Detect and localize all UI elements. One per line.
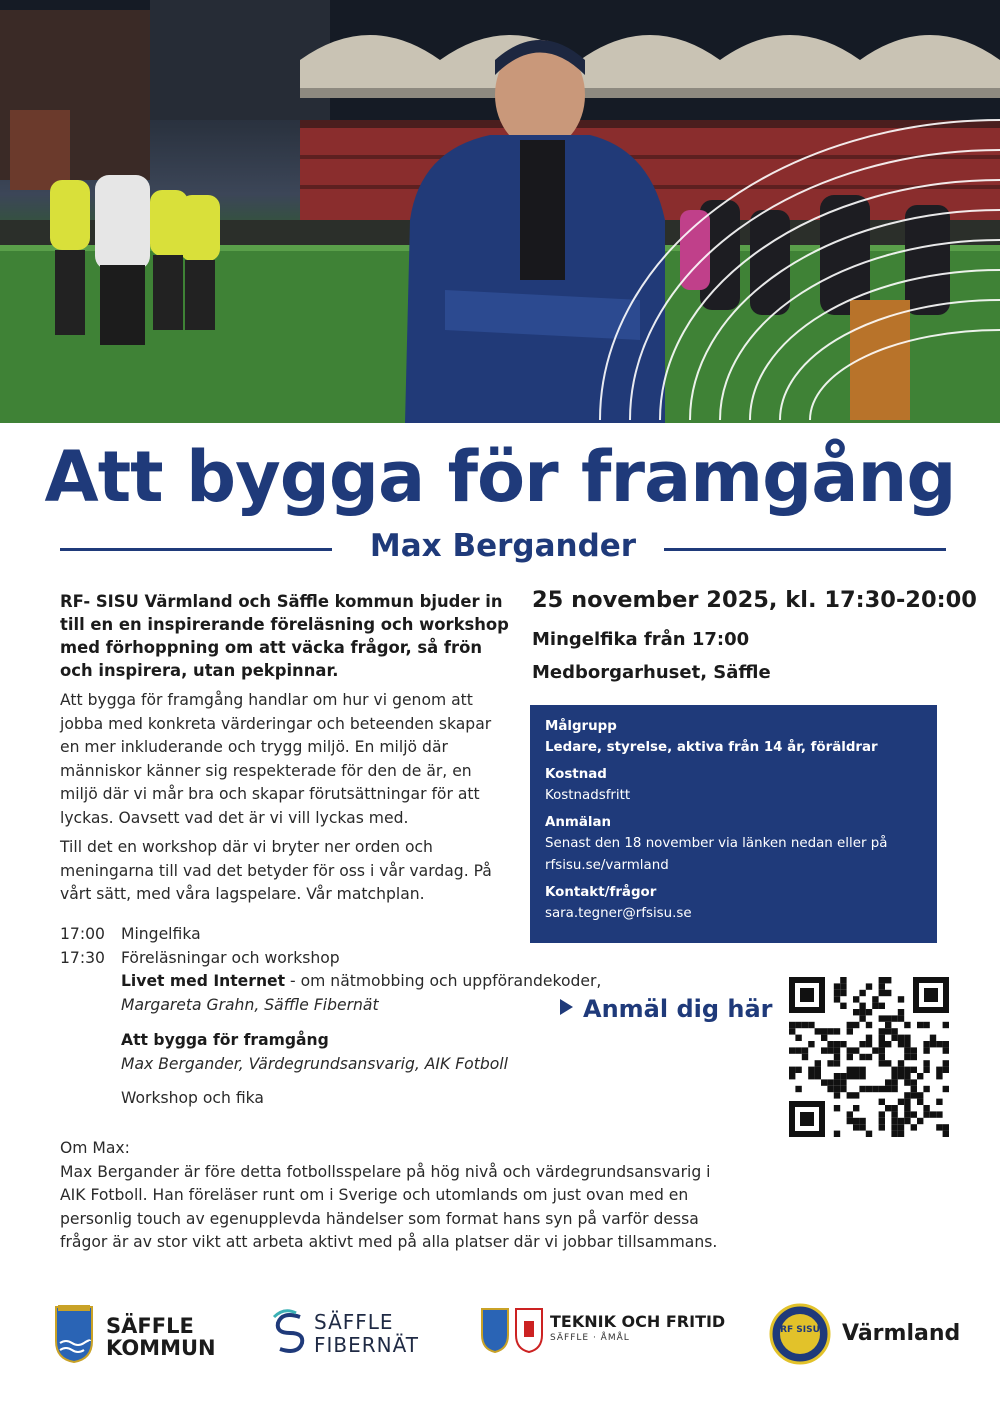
- qr-module: [923, 1047, 929, 1053]
- qr-module: [911, 1067, 917, 1073]
- teknik-subtext: SÄFFLE · ÅMÅL: [550, 1333, 630, 1343]
- qr-module: [943, 1067, 949, 1073]
- qr-module: [866, 1022, 872, 1028]
- qr-module: [879, 1111, 885, 1117]
- qr-module: [853, 1047, 859, 1053]
- event-place: Medborgarhuset, Säffle: [532, 662, 771, 683]
- qr-module: [795, 1067, 801, 1073]
- qr-module: [898, 1067, 904, 1073]
- qr-module: [904, 1079, 910, 1085]
- qr-module: [885, 990, 891, 996]
- qr-module: [859, 1086, 865, 1092]
- qr-module: [904, 1073, 910, 1079]
- qr-module: [834, 1092, 840, 1098]
- qr-module: [923, 1067, 929, 1073]
- qr-module: [879, 1060, 885, 1066]
- qr-module: [789, 1073, 795, 1079]
- qr-module: [821, 1047, 827, 1053]
- signup-cta-label: Anmäl dig här: [583, 995, 773, 1023]
- qr-module: [923, 1111, 929, 1117]
- qr-module: [891, 1118, 897, 1124]
- qr-module: [943, 1086, 949, 1092]
- qr-module: [904, 1047, 910, 1053]
- saffle-fibernat-logo: [272, 1309, 442, 1359]
- qr-module: [879, 1047, 885, 1053]
- qr-module: [840, 1003, 846, 1009]
- logo-row: [0, 1295, 1000, 1375]
- qr-module: [885, 1041, 891, 1047]
- qr-module: [821, 1079, 827, 1085]
- divider-right: [664, 548, 946, 551]
- qr-module: [821, 1028, 827, 1034]
- qr-module: [847, 1067, 853, 1073]
- qr-module: [821, 1035, 827, 1041]
- target-label: Målgrupp: [545, 719, 617, 734]
- qr-module: [898, 1099, 904, 1105]
- qr-module: [827, 1028, 833, 1034]
- fibernat-text: [314, 1311, 419, 1357]
- qr-module: [859, 1067, 865, 1073]
- qr-module: [853, 1067, 859, 1073]
- signup-label: Anmälan: [545, 815, 612, 830]
- qr-module: [789, 1022, 795, 1028]
- about-section: [60, 1137, 720, 1255]
- qr-module: [802, 1047, 808, 1053]
- qr-module: [911, 1079, 917, 1085]
- qr-module: [872, 1086, 878, 1092]
- qr-module: [891, 1028, 897, 1034]
- qr-module: [834, 1054, 840, 1060]
- qr-module: [853, 1009, 859, 1015]
- qr-module: [834, 1028, 840, 1034]
- signup-link[interactable]: rfsisu.se/varmland: [545, 858, 669, 873]
- saffle-kommun-logo: [54, 1305, 224, 1365]
- page-title: Att bygga för framgång: [44, 436, 956, 518]
- qr-module: [930, 1035, 936, 1041]
- intro-text: RF- SISU Värmland och Säffle kommun bjuder in till en en inspirerande föreläsning och workshop med förhoppning om att väcka frågor, så frön och inspirera, utan pekpinnar.: [60, 592, 509, 680]
- qr-module: [859, 1124, 865, 1130]
- qr-module: [936, 1111, 942, 1117]
- qr-module: [904, 1041, 910, 1047]
- qr-module: [936, 1041, 942, 1047]
- qr-module: [930, 1111, 936, 1117]
- qr-module: [904, 1111, 910, 1117]
- qr-module: [885, 1086, 891, 1092]
- qr-module: [936, 1067, 942, 1073]
- qr-module: [879, 1028, 885, 1034]
- talk-1-title: Livet med Internet: [121, 972, 286, 991]
- qr-module: [840, 1086, 846, 1092]
- qr-module: [936, 1124, 942, 1130]
- qr-module: [904, 1022, 910, 1028]
- qr-module: [808, 1022, 814, 1028]
- qr-module: [885, 1028, 891, 1034]
- qr-module: [847, 1118, 853, 1124]
- body-paragraph-1: Att bygga för framgång handlar om hur vi genom att jobba med konkreta värderingar och beteenden skapar en mer inkluderande och trygg miljö. En miljö där människor känner sig respekterade för den de är, en miljö där vi mår bra och skapar förutsättningar för att lyckas. Oavsett vad det är vi vill lyckas med.: [60, 691, 492, 827]
- qr-module: [840, 983, 846, 989]
- qr-module: [872, 1047, 878, 1053]
- cost-label: Kostnad: [545, 767, 607, 782]
- schedule-item: Föreläsningar och workshop: [121, 948, 340, 967]
- qr-module: [853, 1092, 859, 1098]
- about-text: Max Bergander är före detta fotbollsspelare på hög nivå och värdegrundsansvarig i AIK Fotboll. Han föreläser runt om i Sverige och utomlands om just ovan med en personlig touch av egenupplevda händelser som format hans syn på varför dessa frågor är av stor vikt att arbeta aktivt med på alla platser där vi jobbar tillsammans.: [60, 1162, 718, 1252]
- qr-module: [859, 1009, 865, 1015]
- qr-module: [859, 1054, 865, 1060]
- schedule-item: Mingelfika: [121, 925, 201, 943]
- qr-module: [815, 1028, 821, 1034]
- qr-module: [879, 1099, 885, 1105]
- qr-module: [891, 1067, 897, 1073]
- qr-module: [879, 977, 885, 983]
- qr-module: [898, 1073, 904, 1079]
- qr-module: [891, 1105, 897, 1111]
- qr-module: [789, 1028, 795, 1034]
- qr-module: [789, 1047, 795, 1053]
- hero-photo: [0, 0, 1000, 423]
- qr-module: [891, 1124, 897, 1130]
- talk-2-speaker: Max Bergander, Värdegrundsansvarig, AIK Fotboll: [121, 1054, 508, 1073]
- signup-value: Senast den 18 november via länken nedan eller på: [545, 836, 888, 851]
- talk-1-desc: - om nätmobbing och uppförandekoder,: [285, 972, 602, 991]
- qr-module: [853, 996, 859, 1002]
- qr-module: [898, 1035, 904, 1041]
- qr-module: [898, 1131, 904, 1137]
- qr-module: [885, 1015, 891, 1021]
- saffle-kommun-line1: SÄFFLE: [106, 1314, 194, 1338]
- about-heading: Om Max:: [60, 1139, 130, 1157]
- qr-module: [840, 1041, 846, 1047]
- qr-module: [808, 1067, 814, 1073]
- qr-module: [795, 1086, 801, 1092]
- qr-module: [859, 1073, 865, 1079]
- rf-badge-text: RF SISU: [780, 1325, 820, 1335]
- qr-module: [834, 1131, 840, 1137]
- teknik-shields-icon: [480, 1307, 544, 1353]
- qr-module: [847, 1047, 853, 1053]
- qr-module: [891, 1111, 897, 1117]
- qr-module: [885, 1060, 891, 1066]
- qr-module: [827, 1047, 833, 1053]
- qr-module: [866, 1035, 872, 1041]
- qr-module: [911, 1054, 917, 1060]
- qr-module: [885, 977, 891, 983]
- qr-module: [853, 1105, 859, 1111]
- qr-module: [866, 1054, 872, 1060]
- qr-module: [815, 1073, 821, 1079]
- qr-module: [879, 1118, 885, 1124]
- qr-module: [885, 1105, 891, 1111]
- qr-module: [911, 1111, 917, 1117]
- body-paragraph-2: Till det en workshop där vi bryter ner orden och meningarna till vad det betyder för oss i vår vardag. På vårt sätt, med våra lagspelare. Vår matchplan.: [60, 838, 492, 904]
- qr-module: [904, 1099, 910, 1105]
- qr-module: [917, 1022, 923, 1028]
- qr-module: [923, 1041, 929, 1047]
- saffle-shield-icon: [54, 1305, 94, 1363]
- qr-module: [847, 1022, 853, 1028]
- qr-module: [943, 1124, 949, 1130]
- qr-module: [827, 1079, 833, 1085]
- qr-module: [911, 1047, 917, 1053]
- qr-module: [904, 1105, 910, 1111]
- qr-module: [834, 1105, 840, 1111]
- qr-module: [859, 1118, 865, 1124]
- qr-module: [917, 1118, 923, 1124]
- qr-module: [879, 983, 885, 989]
- qr-module: [827, 1060, 833, 1066]
- rf-sisu-badge-icon: [768, 1303, 832, 1365]
- qr-module: [891, 1086, 897, 1092]
- qr-module: [795, 1047, 801, 1053]
- qr-module: [879, 1086, 885, 1092]
- info-box: [530, 705, 937, 943]
- qr-module: [827, 1041, 833, 1047]
- contact-label: Kontakt/frågor: [545, 885, 657, 900]
- qr-module: [859, 990, 865, 996]
- qr-module: [859, 1003, 865, 1009]
- qr-module: [917, 1073, 923, 1079]
- qr-module: [923, 1105, 929, 1111]
- qr-module: [834, 996, 840, 1002]
- event-mingel: Mingelfika från 17:00: [532, 629, 750, 650]
- qr-module: [923, 1086, 929, 1092]
- qr-module: [853, 1022, 859, 1028]
- qr-module: [943, 1022, 949, 1028]
- qr-module: [891, 1131, 897, 1137]
- qr-module: [885, 1022, 891, 1028]
- speaker-name: Max Bergander: [369, 528, 637, 564]
- qr-module: [853, 1124, 859, 1130]
- rf-sisu-varmland-logo: [768, 1303, 968, 1365]
- saffle-kommun-line2: KOMMUN: [106, 1336, 216, 1360]
- saffle-kommun-text: [106, 1315, 216, 1359]
- qr-module: [943, 1041, 949, 1047]
- qr-module: [879, 1054, 885, 1060]
- qr-module: [834, 1041, 840, 1047]
- qr-module: [808, 1041, 814, 1047]
- qr-module: [847, 1111, 853, 1117]
- qr-module: [834, 983, 840, 989]
- qr-module: [795, 1035, 801, 1041]
- fibernat-s-icon: [272, 1309, 308, 1355]
- schedule-closing: Workshop och fika: [121, 1088, 264, 1107]
- qr-module: [802, 1022, 808, 1028]
- qr-module: [866, 1041, 872, 1047]
- qr-module: [904, 1054, 910, 1060]
- qr-module: [943, 1060, 949, 1066]
- qr-module: [840, 1073, 846, 1079]
- qr-module: [847, 1073, 853, 1079]
- talk-1: [121, 970, 620, 994]
- teknik-text: TEKNIK OCH FRITID: [550, 1312, 726, 1331]
- qr-module: [872, 1003, 878, 1009]
- qr-module: [834, 1086, 840, 1092]
- qr-module: [923, 1060, 929, 1066]
- event-date: 25 november 2025, kl. 17:30-20:00: [532, 587, 977, 613]
- talk-1-speaker-row: [121, 994, 620, 1018]
- qr-module: [891, 1015, 897, 1021]
- qr-module: [898, 1015, 904, 1021]
- qr-module: [840, 1079, 846, 1085]
- qr-code[interactable]: [789, 977, 949, 1137]
- qr-module: [943, 1047, 949, 1053]
- qr-module: [936, 1073, 942, 1079]
- qr-module: [808, 1073, 814, 1079]
- qr-module: [904, 1067, 910, 1073]
- qr-module: [859, 1015, 865, 1021]
- qr-module: [847, 1092, 853, 1098]
- qr-module: [904, 1118, 910, 1124]
- qr-module: [872, 996, 878, 1002]
- fibernat-line1: SÄFFLE: [314, 1310, 394, 1334]
- qr-module: [917, 1099, 923, 1105]
- talk-2-speaker-row: [121, 1053, 620, 1077]
- qr-module: [936, 1099, 942, 1105]
- qr-module: [815, 1060, 821, 1066]
- qr-module: [847, 1054, 853, 1060]
- talk-1-speaker: Margareta Grahn, Säffle Fibernät: [121, 995, 379, 1014]
- qr-module: [834, 1047, 840, 1053]
- subtitle-row: [60, 526, 946, 572]
- varmland-text: Värmland: [842, 1321, 961, 1346]
- signup-cta[interactable]: [560, 995, 773, 1023]
- qr-module: [879, 1041, 885, 1047]
- qr-module: [866, 983, 872, 989]
- qr-module: [898, 1041, 904, 1047]
- qr-module: [943, 1131, 949, 1137]
- schedule-row: [60, 947, 620, 971]
- qr-module: [879, 1124, 885, 1130]
- qr-module: [911, 1086, 917, 1092]
- qr-module: [898, 1118, 904, 1124]
- qr-module: [898, 1009, 904, 1015]
- talk-2-title: Att bygga för framgång: [121, 1031, 329, 1050]
- qr-module: [898, 996, 904, 1002]
- schedule: [60, 923, 620, 1110]
- talk-2: [121, 1029, 620, 1053]
- cost-value: Kostnadsfritt: [545, 788, 631, 803]
- qr-module: [891, 1035, 897, 1041]
- qr-module: [840, 977, 846, 983]
- qr-module: [911, 1124, 917, 1130]
- qr-module: [834, 1073, 840, 1079]
- fibernat-line2: FIBERNÄT: [314, 1333, 419, 1357]
- qr-module: [859, 1041, 865, 1047]
- qr-module: [840, 990, 846, 996]
- qr-module: [866, 1086, 872, 1092]
- qr-module: [834, 1079, 840, 1085]
- qr-module: [834, 990, 840, 996]
- play-arrow-icon: [560, 999, 573, 1015]
- qr-module: [802, 1054, 808, 1060]
- qr-module: [879, 1003, 885, 1009]
- qr-module: [930, 1041, 936, 1047]
- qr-module: [904, 1035, 910, 1041]
- qr-module: [866, 1009, 872, 1015]
- contact-email[interactable]: sara.tegner@rfsisu.se: [545, 906, 692, 921]
- qr-module: [898, 1124, 904, 1130]
- qr-module: [815, 1067, 821, 1073]
- qr-module: [879, 990, 885, 996]
- qr-module: [853, 1118, 859, 1124]
- qr-module: [904, 1092, 910, 1098]
- qr-module: [923, 1022, 929, 1028]
- qr-module: [891, 1079, 897, 1085]
- qr-module: [879, 1035, 885, 1041]
- hero-photo-illustration: [0, 0, 1000, 423]
- teknik-fritid-logo: [480, 1307, 730, 1361]
- qr-module: [898, 1060, 904, 1066]
- qr-module: [853, 1073, 859, 1079]
- qr-module: [891, 1073, 897, 1079]
- schedule-time: 17:00: [60, 925, 105, 943]
- qr-module: [866, 1131, 872, 1137]
- target-value: Ledare, styrelse, aktiva från 14 år, föräldrar: [545, 740, 878, 755]
- qr-module: [847, 1028, 853, 1034]
- qr-module: [917, 1092, 923, 1098]
- qr-module: [834, 1060, 840, 1066]
- qr-module: [885, 1079, 891, 1085]
- qr-module: [879, 1015, 885, 1021]
- schedule-time: 17:30: [60, 948, 105, 967]
- qr-module: [795, 1022, 801, 1028]
- qr-module: [827, 1086, 833, 1092]
- qr-module: [789, 1067, 795, 1073]
- qr-module: [911, 1092, 917, 1098]
